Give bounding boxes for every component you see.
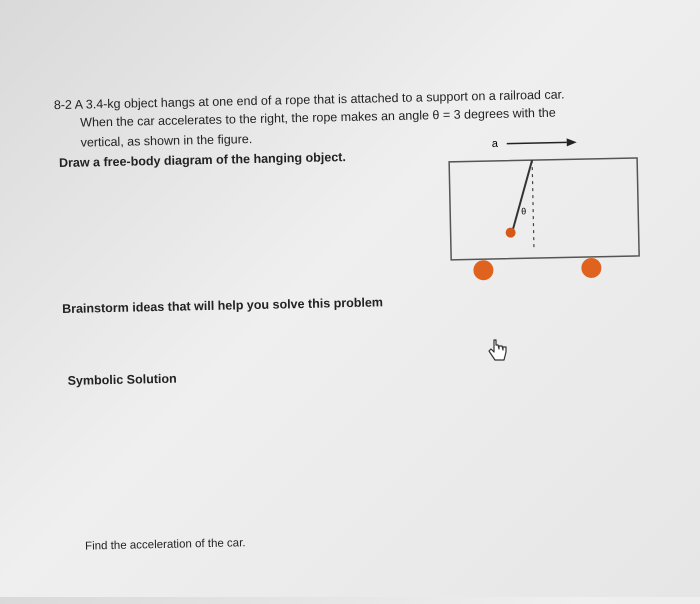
problem-statement-line-3: vertical, as shown in the figure. [80, 132, 253, 150]
angle-label: θ [521, 206, 527, 217]
brainstorm-heading: Brainstorm ideas that will help you solve this problem [61, 295, 384, 317]
hanging-object [506, 228, 516, 238]
railroad-car-figure [436, 124, 659, 289]
left-wheel [473, 260, 493, 280]
hand-pointer-icon [488, 338, 512, 364]
symbolic-solution-heading: Symbolic Solution [67, 371, 177, 388]
problem-statement-line-1: 8-2 A 3.4-kg object hangs at one end of a rope that is attached to a support on a railroad car. [53, 87, 565, 113]
problem-statement-line-2: When the car accelerates to the right, the rope makes an angle θ = 3 degrees with the [80, 105, 556, 130]
vertical-reference-line [532, 160, 534, 248]
rope [511, 160, 533, 230]
acceleration-arrow-shaft [507, 142, 567, 143]
acceleration-label: a [491, 137, 499, 150]
right-wheel [581, 258, 601, 278]
find-acceleration-prompt: Find the acceleration of the car. [84, 537, 246, 553]
acceleration-arrow-head-icon [567, 138, 577, 146]
railroad-car-body [449, 158, 639, 260]
task-instruction: Draw a free-body diagram of the hanging object. [58, 150, 346, 171]
